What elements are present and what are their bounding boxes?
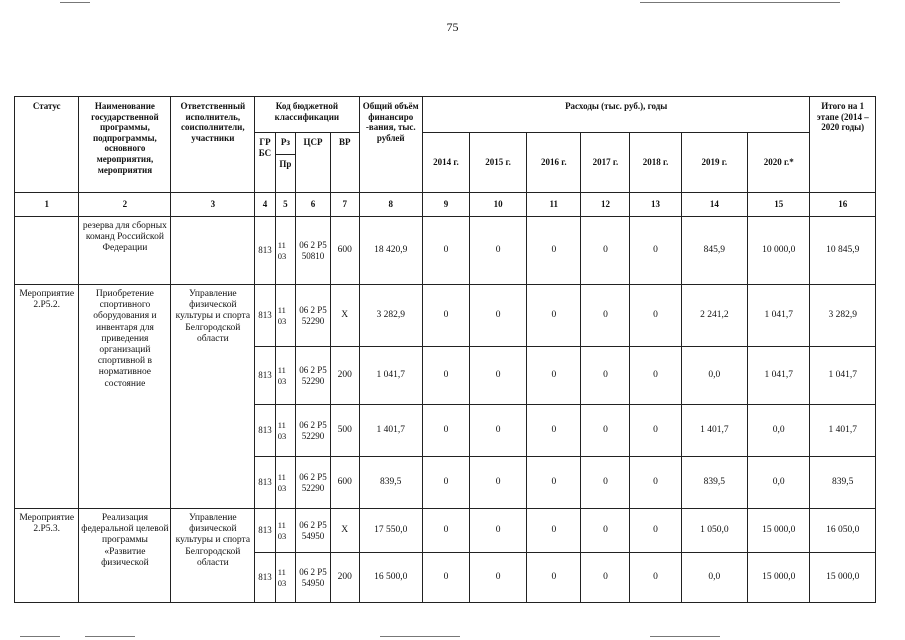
stage-total-cell: 1 401,7 [810, 405, 876, 457]
year-2019-cell: 0,0 [681, 553, 747, 603]
column-number: 14 [681, 193, 747, 217]
year-2015-cell: 0 [469, 509, 526, 553]
scan-mark-bottom-1 [20, 636, 60, 637]
year-2016-cell: 0 [527, 405, 581, 457]
header-year-2015: 2015 г. [469, 133, 526, 193]
year-2016-cell: 0 [527, 509, 581, 553]
grbs-cell: 813 [255, 285, 275, 347]
year-2020-cell: 10 000,0 [748, 217, 810, 285]
year-2020-cell: 1 041,7 [748, 285, 810, 347]
column-number: 6 [296, 193, 331, 217]
year-2018-cell: 0 [630, 457, 681, 509]
csr-cell: 06 2 P5 52290 [296, 457, 331, 509]
total-cell: 839,5 [359, 457, 422, 509]
csr-cell: 06 2 P5 52290 [296, 405, 331, 457]
year-2014-cell: 0 [422, 217, 469, 285]
rzpr-cell: 11 03 [275, 217, 295, 285]
header-vr: ВР [330, 133, 359, 193]
column-number: 7 [330, 193, 359, 217]
rzpr-cell: 11 03 [275, 347, 295, 405]
table-row [15, 509, 876, 553]
header-name: Наименование государственной программы, подпрограммы, основного мероприятия, мероприятия [79, 97, 171, 193]
year-2018-cell: 0 [630, 405, 681, 457]
vr-cell: 200 [330, 347, 359, 405]
year-2020-cell: 15 000,0 [748, 509, 810, 553]
header-stage-total: Итого на 1 этапе (2014 – 2020 годы) [810, 97, 876, 193]
year-2015-cell: 0 [469, 285, 526, 347]
name-cell: резерва для сборных команд Российской Федерации [79, 217, 171, 285]
header-executor: Ответственный исполнитель, соисполнители, участники [171, 97, 255, 193]
column-number: 16 [810, 193, 876, 217]
total-cell: 17 550,0 [359, 509, 422, 553]
year-2019-cell: 2 241,2 [681, 285, 747, 347]
header-year-2019: 2019 г. [681, 133, 747, 193]
year-2016-cell: 0 [527, 217, 581, 285]
budget-table [14, 96, 876, 603]
year-2014-cell: 0 [422, 405, 469, 457]
column-number: 15 [748, 193, 810, 217]
year-2020-cell: 1 041,7 [748, 347, 810, 405]
csr-cell: 06 2 P5 54950 [296, 553, 331, 603]
table-row [15, 285, 876, 347]
status-cell [15, 217, 79, 285]
stage-total-cell: 16 050,0 [810, 509, 876, 553]
stage-total-cell: 1 041,7 [810, 347, 876, 405]
rzpr-cell: 11 03 [275, 457, 295, 509]
year-2019-cell: 1 401,7 [681, 405, 747, 457]
executor-cell: Управление физической культуры и спорта Белгородской области [171, 285, 255, 509]
year-2017-cell: 0 [581, 509, 630, 553]
column-number: 11 [527, 193, 581, 217]
header-status: Статус [15, 97, 79, 193]
year-2014-cell: 0 [422, 457, 469, 509]
column-number: 12 [581, 193, 630, 217]
year-2018-cell: 0 [630, 509, 681, 553]
year-2019-cell: 845,9 [681, 217, 747, 285]
rzpr-cell: 11 03 [275, 553, 295, 603]
year-2014-cell: 0 [422, 285, 469, 347]
year-2016-cell: 0 [527, 457, 581, 509]
year-2016-cell: 0 [527, 285, 581, 347]
grbs-cell: 813 [255, 405, 275, 457]
year-2014-cell: 0 [422, 509, 469, 553]
year-2016-cell: 0 [527, 347, 581, 405]
column-number: 1 [15, 193, 79, 217]
year-2017-cell: 0 [581, 347, 630, 405]
status-cell: Мероприятие 2.Р5.3. [15, 509, 79, 603]
stage-total-cell: 839,5 [810, 457, 876, 509]
column-number: 3 [171, 193, 255, 217]
year-2020-cell: 0,0 [748, 405, 810, 457]
vr-cell: 600 [330, 457, 359, 509]
total-cell: 18 420,9 [359, 217, 422, 285]
header-rz: Рз [275, 133, 295, 155]
year-2020-cell: 0,0 [748, 457, 810, 509]
csr-cell: 06 2 P5 52290 [296, 285, 331, 347]
executor-cell [171, 217, 255, 285]
year-2020-cell: 15 000,0 [748, 553, 810, 603]
header-year-2018: 2018 г. [630, 133, 681, 193]
year-2018-cell: 0 [630, 553, 681, 603]
header-year-2020: 2020 г.* [748, 133, 810, 193]
year-2019-cell: 1 050,0 [681, 509, 747, 553]
grbs-cell: 813 [255, 457, 275, 509]
year-2015-cell: 0 [469, 405, 526, 457]
grbs-cell: 813 [255, 509, 275, 553]
grbs-cell: 813 [255, 347, 275, 405]
csr-cell: 06 2 P5 52290 [296, 347, 331, 405]
year-2015-cell: 0 [469, 347, 526, 405]
header-csr: ЦСР [296, 133, 331, 193]
header-year-2017: 2017 г. [581, 133, 630, 193]
name-cell: Приобретение спортивного оборудования и инвентаря для приведения организаций спортивной в нормативное состояние [79, 285, 171, 509]
year-2016-cell: 0 [527, 553, 581, 603]
column-number-row [15, 193, 876, 217]
header-expenses: Расходы (тыс. руб.), годы [422, 97, 810, 133]
scan-mark-bottom-4 [650, 636, 720, 637]
column-number: 8 [359, 193, 422, 217]
scan-mark-bottom-3 [380, 636, 460, 637]
stage-total-cell: 15 000,0 [810, 553, 876, 603]
vr-cell: X [330, 509, 359, 553]
stage-total-cell: 10 845,9 [810, 217, 876, 285]
year-2017-cell: 0 [581, 553, 630, 603]
year-2018-cell: 0 [630, 217, 681, 285]
header-total-volume: Общий объём финансиро -вания, тыс. рублей [359, 97, 422, 193]
rzpr-cell: 11 03 [275, 405, 295, 457]
year-2015-cell: 0 [469, 217, 526, 285]
table-row [15, 217, 876, 285]
executor-cell: Управление физической культуры и спорта Белгородской области [171, 509, 255, 603]
column-number: 10 [469, 193, 526, 217]
year-2014-cell: 0 [422, 347, 469, 405]
year-2017-cell: 0 [581, 457, 630, 509]
rzpr-cell: 11 03 [275, 285, 295, 347]
year-2017-cell: 0 [581, 405, 630, 457]
grbs-cell: 813 [255, 553, 275, 603]
year-2015-cell: 0 [469, 457, 526, 509]
status-cell: Мероприятие 2.Р5.2. [15, 285, 79, 509]
header-pr: Пр [275, 155, 295, 193]
name-cell: Реализация федеральной целевой программы «Развитие физической [79, 509, 171, 603]
column-number: 4 [255, 193, 275, 217]
vr-cell: 600 [330, 217, 359, 285]
year-2019-cell: 0,0 [681, 347, 747, 405]
scan-mark-top-right [640, 2, 840, 3]
year-2018-cell: 0 [630, 347, 681, 405]
year-2015-cell: 0 [469, 553, 526, 603]
csr-cell: 06 2 P5 54950 [296, 509, 331, 553]
stage-total-cell: 3 282,9 [810, 285, 876, 347]
vr-cell: 200 [330, 553, 359, 603]
header-year-2014: 2014 г. [422, 133, 469, 193]
total-cell: 3 282,9 [359, 285, 422, 347]
page-number: 75 [446, 20, 459, 34]
scan-mark-bottom-2 [85, 636, 135, 637]
year-2017-cell: 0 [581, 285, 630, 347]
rzpr-cell: 11 03 [275, 509, 295, 553]
grbs-cell: 813 [255, 217, 275, 285]
column-number: 13 [630, 193, 681, 217]
csr-cell: 06 2 P5 50810 [296, 217, 331, 285]
year-2014-cell: 0 [422, 553, 469, 603]
column-number: 9 [422, 193, 469, 217]
total-cell: 1 041,7 [359, 347, 422, 405]
total-cell: 1 401,7 [359, 405, 422, 457]
header-grbs: ГР БС [255, 133, 275, 193]
vr-cell: 500 [330, 405, 359, 457]
header-budget-code: Код бюджетной классификации [255, 97, 359, 133]
year-2018-cell: 0 [630, 285, 681, 347]
column-number: 2 [79, 193, 171, 217]
year-2019-cell: 839,5 [681, 457, 747, 509]
year-2017-cell: 0 [581, 217, 630, 285]
total-cell: 16 500,0 [359, 553, 422, 603]
vr-cell: X [330, 285, 359, 347]
column-number: 5 [275, 193, 295, 217]
header-year-2016: 2016 г. [527, 133, 581, 193]
scan-mark-top-left [60, 2, 90, 3]
